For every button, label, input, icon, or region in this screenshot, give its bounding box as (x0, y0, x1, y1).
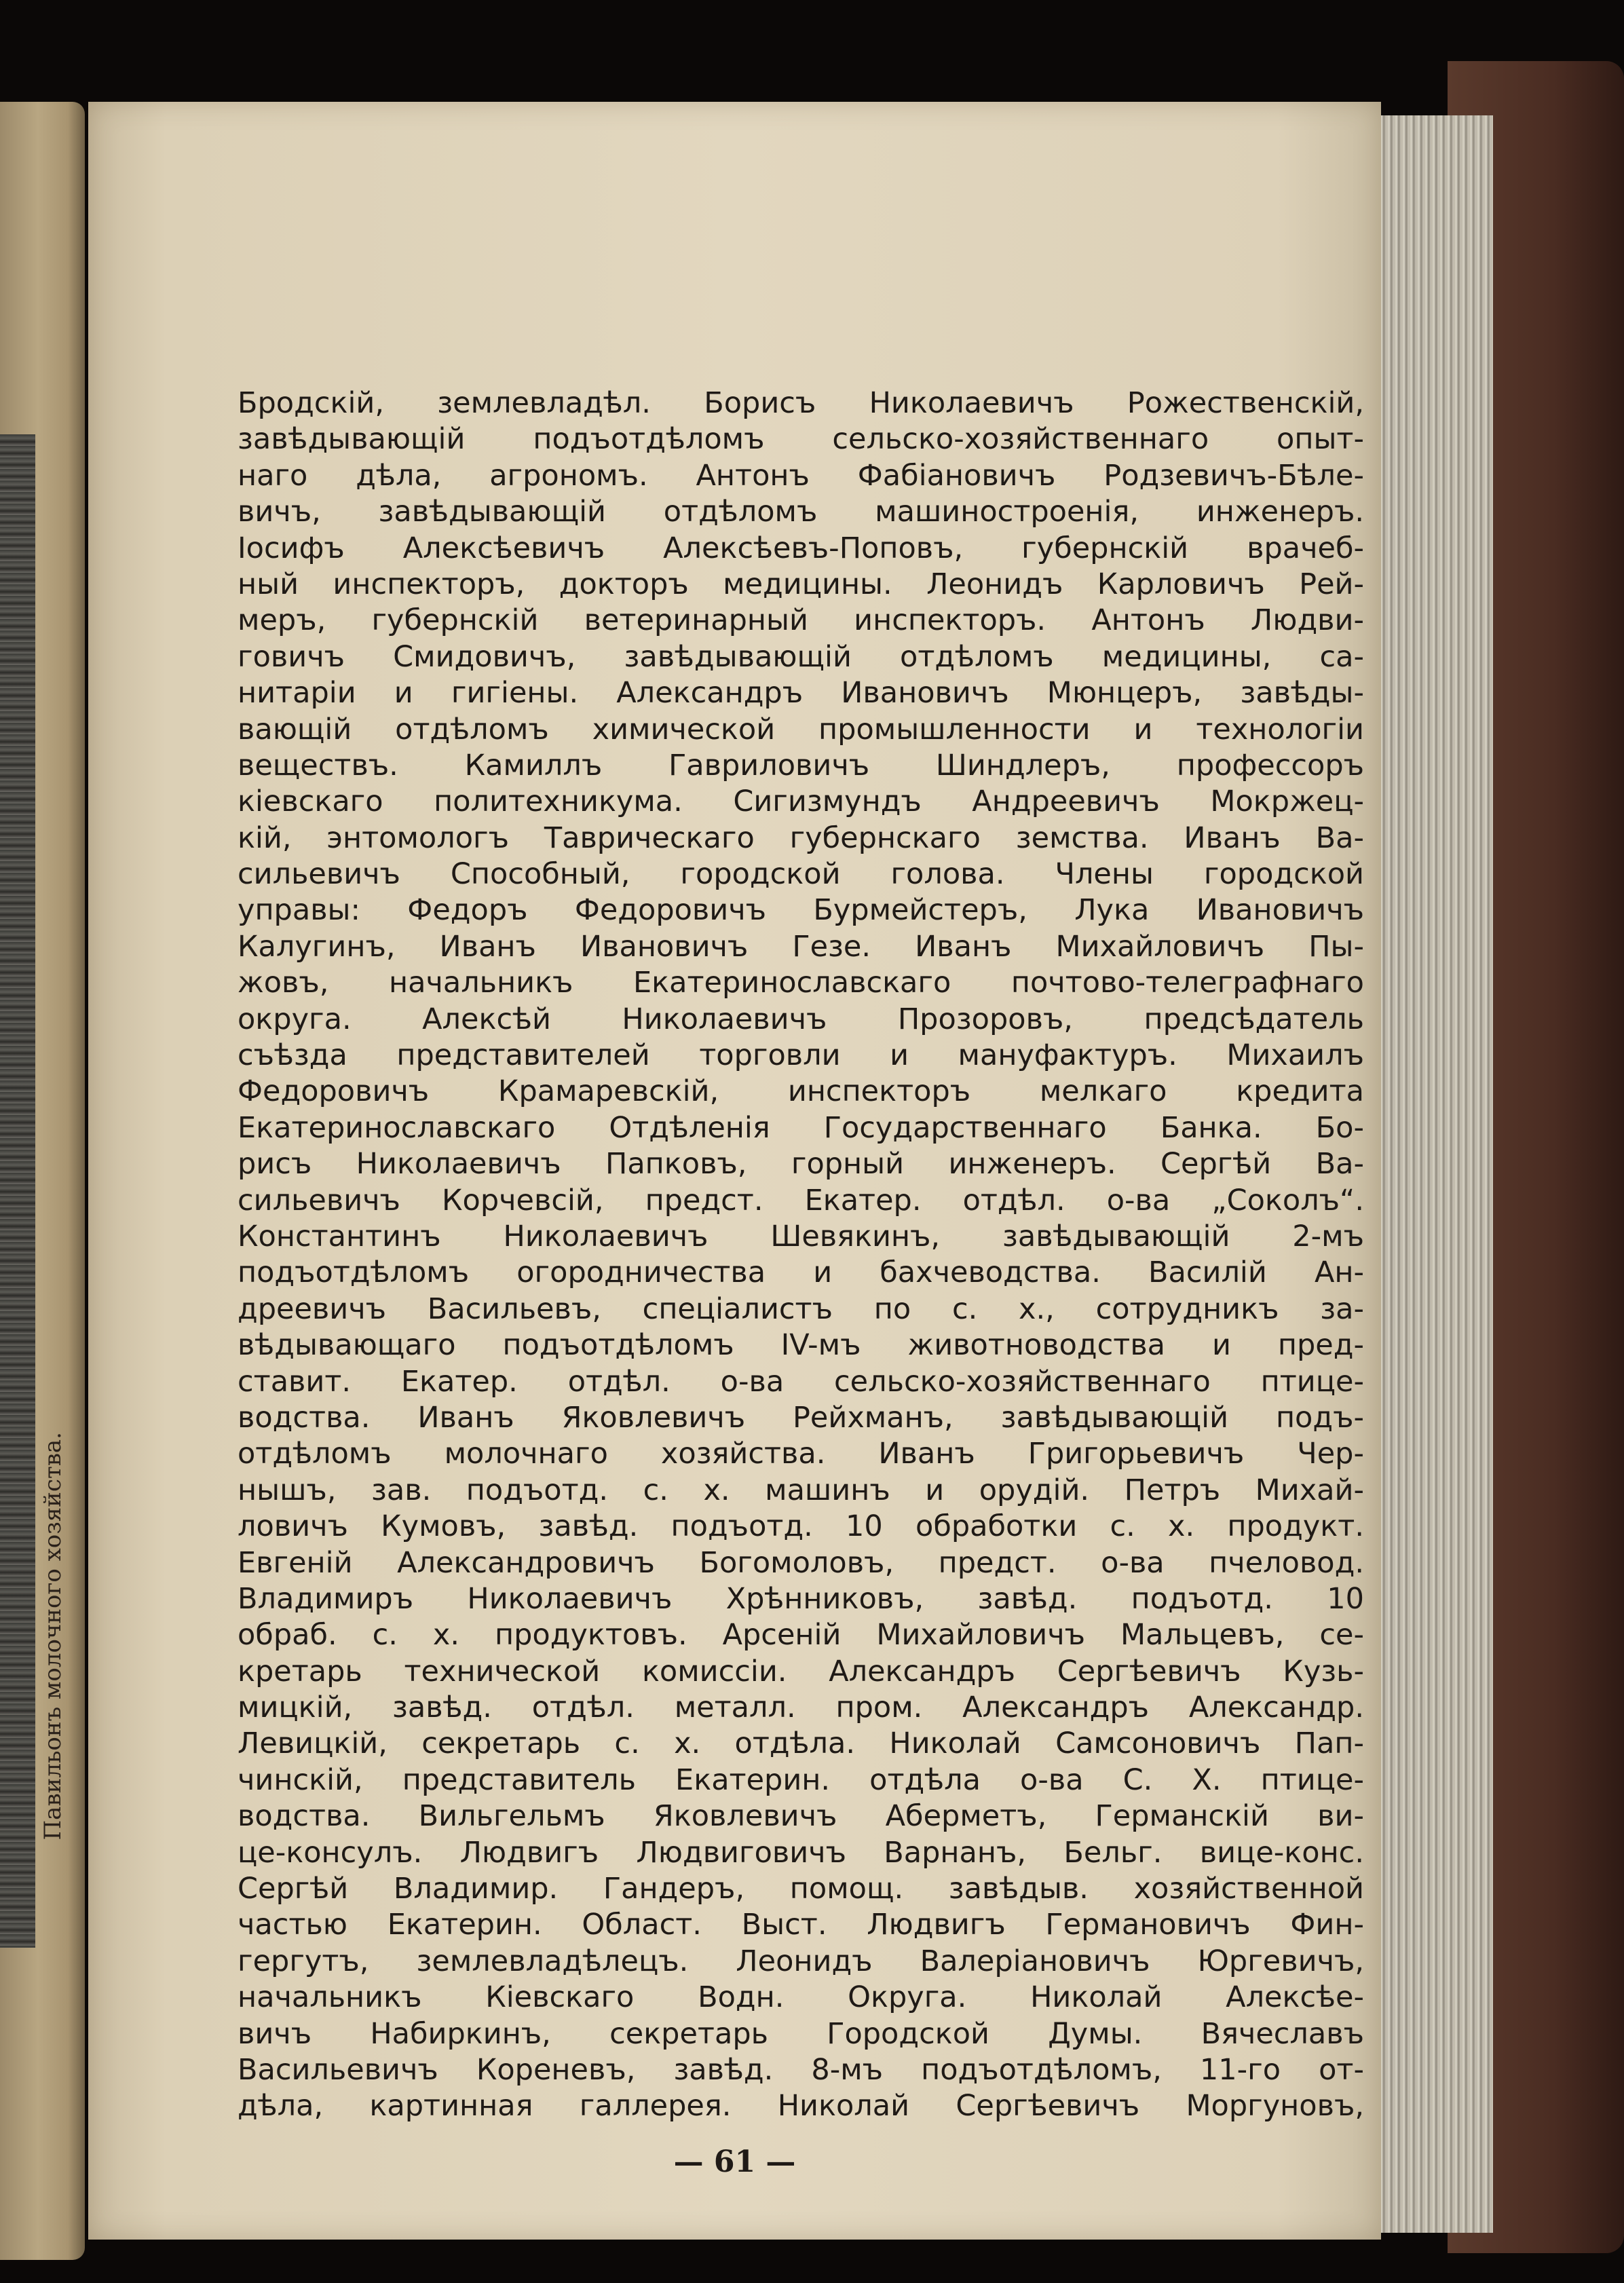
text-line: сильевичъ Способный, городской голова. Члены городской (238, 857, 1364, 892)
text-line: жовъ, начальникъ Екатеринославскаго почтово-телеграфнаго (238, 966, 1364, 1000)
text-line: наго дѣла, агрономъ. Антонъ Фабіановичъ Родзевичъ-Бѣле- (238, 458, 1364, 493)
facing-page-photo (0, 434, 35, 1948)
text-line: съѣзда представителей торговли и мануфактуръ. Михаилъ (238, 1038, 1364, 1073)
text-line: дреевичъ Васильевъ, спеціалистъ по с. х., сотрудникъ за- (238, 1291, 1364, 1326)
text-line: нышъ, зав. подъотд. с. х. машинъ и орудій. Петръ Михай- (238, 1473, 1364, 1507)
text-line: завѣдывающій подъотдѣломъ сельско-хозяйственнаго опыт- (238, 422, 1364, 457)
text-line: Владимиръ Николаевичъ Хрѣнниковъ, завѣд. подъотд. 10 (238, 1581, 1364, 1616)
text-line: Федоровичъ Крамаревскій, инспекторъ мелкаго кредита (238, 1074, 1364, 1109)
text-line: обраб. с. х. продуктовъ. Арсеній Михайловичъ Мальцевъ, се- (238, 1618, 1364, 1653)
text-line: отдѣломъ молочнаго хозяйства. Иванъ Григорьевичъ Чер- (238, 1437, 1364, 1471)
text-line: ловичъ Кумовъ, завѣд. подъотд. 10 обработки с. х. продукт. (238, 1509, 1364, 1544)
text-line: водства. Иванъ Яковлевичъ Рейхманъ, завѣдывающій подъ- (238, 1400, 1364, 1435)
text-line: округа. Алексѣй Николаевичъ Прозоровъ, предсѣдатель (238, 1002, 1364, 1036)
text-line: ставит. Екатер. отдѣл. о-ва сельско-хозяйственнаго птице- (238, 1364, 1364, 1399)
text-line: водства. Вильгельмъ Яковлевичъ Аберметъ, Германскій ви- (238, 1799, 1364, 1834)
text-line: веществъ. Камиллъ Гавриловичъ Шиндлеръ, профессоръ (238, 748, 1364, 782)
text-line: чинскій, представитель Екатерин. отдѣла о-ва С. Х. птице- (238, 1762, 1364, 1797)
facing-page-edge (0, 102, 85, 2260)
book-page (88, 102, 1381, 2240)
text-line: подъотдѣломъ огородничества и бахчеводства. Василій Ан- (238, 1256, 1364, 1290)
text-line: вающій отдѣломъ химической промышленности и технологіи (238, 712, 1364, 747)
text-line: Бродскій, землевладѣл. Борисъ Николаевичъ Рожественскій, (238, 386, 1364, 420)
text-line: кіевскаго политехникума. Сигизмундъ Андреевичъ Мокржец- (238, 785, 1364, 819)
text-line: частью Екатерин. Област. Выст. Людвигъ Германовичъ Фин- (238, 1908, 1364, 1942)
photo-caption (39, 1432, 80, 1841)
page-body-text (238, 385, 1364, 2125)
page-edges (1364, 115, 1493, 2233)
text-line: начальникъ Кіевскаго Водн. Округа. Николай Алексѣе- (238, 1980, 1364, 2015)
text-line: Іосифъ Алексѣевичъ Алексѣевъ-Поповъ, губернскій врачеб- (238, 531, 1364, 565)
text-line: Екатеринославскаго Отдѣленія Государственнаго Банка. Бо- (238, 1110, 1364, 1145)
text-line: вѣдывающаго подъотдѣломъ IV-мъ животноводства и пред- (238, 1328, 1364, 1363)
text-line: кій, энтомологъ Таврическаго губернскаго земства. Иванъ Ва- (238, 820, 1364, 855)
text-line: рисъ Николаевичъ Папковъ, горный инженеръ. Сергѣй Ва- (238, 1147, 1364, 1182)
text-line: нитаріи и гигіены. Александръ Ивановичъ Мюнцеръ, завѣды- (238, 676, 1364, 711)
text-line: говичъ Смидовичъ, завѣдывающій отдѣломъ медицины, са- (238, 639, 1364, 674)
text-line: вичъ, завѣдывающій отдѣломъ машиностроенія, инженеръ. (238, 495, 1364, 529)
text-line: Евгеній Александровичъ Богомоловъ, предст. о-ва пчеловод. (238, 1545, 1364, 1580)
text-line: кретарь технической комиссіи. Александръ Сергѣевичъ Кузь- (238, 1654, 1364, 1688)
text-line: Левицкій, секретарь с. х. отдѣла. Николай Самсоновичъ Пап- (238, 1727, 1364, 1761)
text-line: Константинъ Николаевичъ Шевякинъ, завѣдывающій 2-мъ (238, 1219, 1364, 1253)
page-number: — 61 — (673, 2145, 796, 2179)
text-line: Васильевичъ Кореневъ, завѣд. 8-мъ подъотдѣломъ, 11-го от- (238, 2052, 1364, 2087)
text-line: сильевичъ Корчевсій, предст. Екатер. отдѣл. о-ва „Соколъ“. (238, 1183, 1364, 1218)
text-line: Сергѣй Владимир. Гандеръ, помощ. завѣдыв. хозяйственной (238, 1872, 1364, 1906)
text-line: це-консулъ. Людвигъ Людвиговичъ Варнанъ, Бельг. вице-конс. (238, 1835, 1364, 1870)
photo-caption-text: Павильонъ молочного хозяйства. (39, 1432, 67, 1841)
text-line: меръ, губернскій ветеринарный инспекторъ. Антонъ Людви- (238, 603, 1364, 638)
text-line: управы: Федоръ Федоровичъ Бурмейстеръ, Лука Ивановичъ (238, 893, 1364, 928)
text-line: Калугинъ, Иванъ Ивановичъ Гезе. Иванъ Михайловичъ Пы- (238, 929, 1364, 964)
text-line: мицкій, завѣд. отдѣл. металл. пром. Александръ Александр. (238, 1691, 1364, 1725)
text-line: гергутъ, землевладѣлецъ. Леонидъ Валеріановичъ Юргевичъ, (238, 1944, 1364, 1978)
text-line: ный инспекторъ, докторъ медицины. Леонидъ Карловичъ Рей- (238, 567, 1364, 601)
text-line: вичъ Набиркинъ, секретарь Городской Думы. Вячеславъ (238, 2016, 1364, 2051)
text-line: дѣла, картинная галлерея. Николай Сергѣевичъ Моргуновъ, (238, 2089, 1364, 2124)
